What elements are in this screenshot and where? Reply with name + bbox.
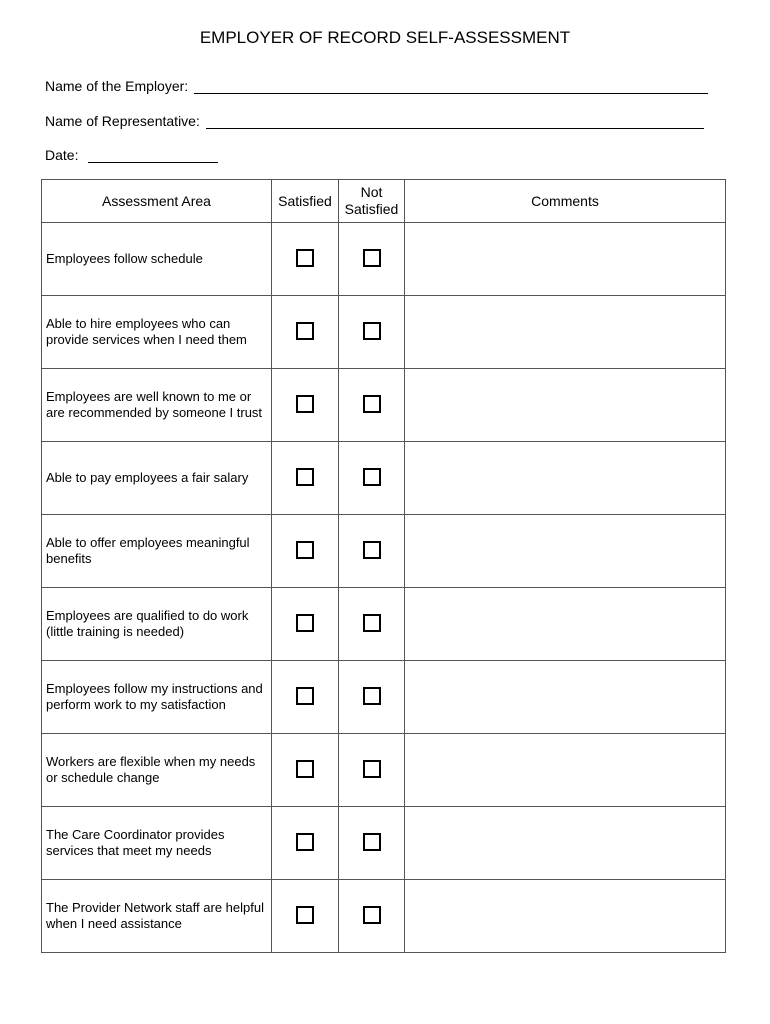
header-not-satisfied-line2: Satisfied bbox=[344, 201, 399, 217]
date-row bbox=[45, 143, 218, 163]
comments-cell[interactable] bbox=[405, 515, 726, 588]
comments-cell[interactable] bbox=[405, 734, 726, 807]
not-satisfied-checkbox[interactable] bbox=[363, 249, 381, 267]
satisfied-checkbox[interactable] bbox=[296, 322, 314, 340]
not-satisfied-checkbox[interactable] bbox=[363, 468, 381, 486]
table-row bbox=[42, 296, 726, 369]
not-satisfied-checkbox[interactable] bbox=[363, 760, 381, 778]
satisfied-cell bbox=[272, 734, 339, 807]
table-row bbox=[42, 442, 726, 515]
not-satisfied-checkbox[interactable] bbox=[363, 322, 381, 340]
header-not-satisfied-line1: Not bbox=[360, 184, 383, 200]
table-row bbox=[42, 369, 726, 442]
satisfied-checkbox[interactable] bbox=[296, 541, 314, 559]
not-satisfied-cell bbox=[339, 661, 405, 734]
satisfied-checkbox[interactable] bbox=[296, 614, 314, 632]
satisfied-cell bbox=[272, 515, 339, 588]
header-not-satisfied bbox=[339, 180, 405, 223]
assessment-area-cell: Able to hire employees who can provide services when I need them bbox=[42, 296, 272, 369]
not-satisfied-checkbox[interactable] bbox=[363, 906, 381, 924]
assessment-area-cell: Employees follow my instructions and perform work to my satisfaction bbox=[42, 661, 272, 734]
comments-cell[interactable] bbox=[405, 296, 726, 369]
comments-cell[interactable] bbox=[405, 880, 726, 953]
representative-name-row bbox=[45, 109, 704, 129]
header-comments: Comments bbox=[405, 180, 726, 223]
assessment-area-cell: Able to pay employees a fair salary bbox=[42, 442, 272, 515]
page-title: EMPLOYER OF RECORD SELF-ASSESSMENT bbox=[199, 28, 571, 47]
not-satisfied-cell bbox=[339, 807, 405, 880]
table-row bbox=[42, 734, 726, 807]
not-satisfied-checkbox[interactable] bbox=[363, 614, 381, 632]
assessment-area-cell: Employees are qualified to do work (little training is needed) bbox=[42, 588, 272, 661]
comments-cell[interactable] bbox=[405, 588, 726, 661]
table-row bbox=[42, 223, 726, 296]
comments-cell[interactable] bbox=[405, 442, 726, 515]
satisfied-cell bbox=[272, 369, 339, 442]
assessment-area-cell: Employees are well known to me or are recommended by someone I trust bbox=[42, 369, 272, 442]
satisfied-checkbox[interactable] bbox=[296, 395, 314, 413]
satisfied-cell bbox=[272, 661, 339, 734]
assessment-area-cell: Workers are flexible when my needs or schedule change bbox=[42, 734, 272, 807]
not-satisfied-cell bbox=[339, 734, 405, 807]
table-row bbox=[42, 807, 726, 880]
not-satisfied-cell bbox=[339, 369, 405, 442]
assessment-area-cell: Employees follow schedule bbox=[42, 223, 272, 296]
assessment-area-cell: The Provider Network staff are helpful when I need assistance bbox=[42, 880, 272, 953]
comments-cell[interactable] bbox=[405, 661, 726, 734]
not-satisfied-checkbox[interactable] bbox=[363, 687, 381, 705]
satisfied-cell bbox=[272, 880, 339, 953]
table-row bbox=[42, 588, 726, 661]
not-satisfied-cell bbox=[339, 223, 405, 296]
employer-name-label: Name of the Employer: bbox=[45, 78, 189, 94]
table-row bbox=[42, 515, 726, 588]
not-satisfied-checkbox[interactable] bbox=[363, 395, 381, 413]
satisfied-checkbox[interactable] bbox=[296, 468, 314, 486]
employer-name-field[interactable] bbox=[194, 79, 708, 94]
assessment-table bbox=[41, 179, 726, 953]
satisfied-cell bbox=[272, 296, 339, 369]
not-satisfied-cell bbox=[339, 880, 405, 953]
employer-name-row bbox=[45, 74, 708, 94]
satisfied-cell bbox=[272, 807, 339, 880]
assessment-area-cell: Able to offer employees meaningful benefits bbox=[42, 515, 272, 588]
comments-cell[interactable] bbox=[405, 369, 726, 442]
comments-cell[interactable] bbox=[405, 807, 726, 880]
not-satisfied-checkbox[interactable] bbox=[363, 833, 381, 851]
not-satisfied-cell bbox=[339, 588, 405, 661]
date-label: Date: bbox=[45, 147, 79, 163]
representative-name-label: Name of Representative: bbox=[45, 113, 200, 129]
representative-name-field[interactable] bbox=[206, 114, 704, 129]
satisfied-checkbox[interactable] bbox=[296, 760, 314, 778]
not-satisfied-cell bbox=[339, 515, 405, 588]
not-satisfied-cell bbox=[339, 296, 405, 369]
date-field[interactable] bbox=[88, 148, 218, 163]
table-row bbox=[42, 880, 726, 953]
satisfied-checkbox[interactable] bbox=[296, 249, 314, 267]
not-satisfied-cell bbox=[339, 442, 405, 515]
not-satisfied-checkbox[interactable] bbox=[363, 541, 381, 559]
comments-cell[interactable] bbox=[405, 223, 726, 296]
header-assessment-area: Assessment Area bbox=[42, 180, 272, 223]
satisfied-checkbox[interactable] bbox=[296, 687, 314, 705]
assessment-area-cell: The Care Coordinator provides services that meet my needs bbox=[42, 807, 272, 880]
satisfied-cell bbox=[272, 588, 339, 661]
table-header-row bbox=[42, 180, 726, 223]
satisfied-checkbox[interactable] bbox=[296, 833, 314, 851]
table-row bbox=[42, 661, 726, 734]
satisfied-checkbox[interactable] bbox=[296, 906, 314, 924]
header-satisfied: Satisfied bbox=[272, 180, 339, 223]
satisfied-cell bbox=[272, 442, 339, 515]
satisfied-cell bbox=[272, 223, 339, 296]
